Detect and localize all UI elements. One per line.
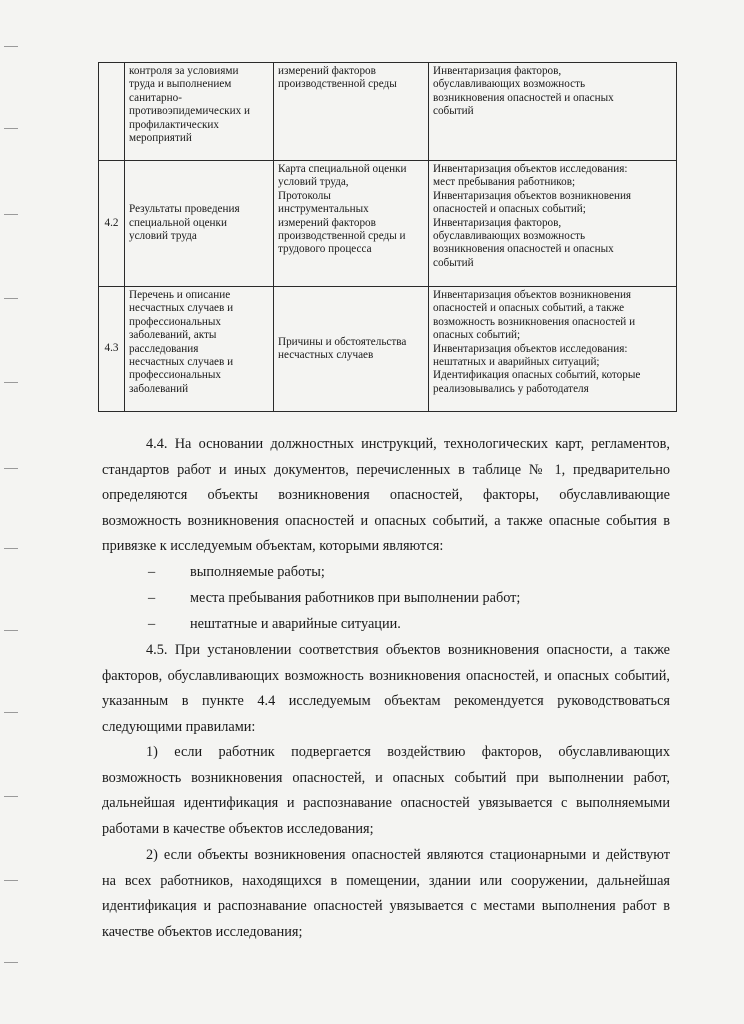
source-cell [125,63,274,161]
text-line: 1) если работник подвергается воздействию факторов, обуславливающих [146,744,670,760]
row-number [99,63,125,161]
cell-line: мероприятий [129,132,192,145]
cell-line: Результаты проведения [129,203,240,216]
list-item [148,586,520,612]
cell-line: обуславливающих возможность [433,230,586,243]
cell-line: Протоколы [278,189,331,202]
cell-line: Инвентаризация объектов исследования: [433,163,628,175]
cell-line: заболеваний [129,382,189,395]
cell-line: санитарно- [129,91,182,104]
table-row [99,287,677,412]
cell-line: расследования [129,342,199,355]
cell-line: инструментальных [278,203,369,216]
cell-line: трудового процесса [278,243,372,256]
cell-line: событий [433,256,474,269]
text-line: факторов, обуславливающих возможность возникновения опасностей, и опасных событий, [102,667,670,684]
cell-line: Инвентаризация факторов, [433,65,562,77]
text-line: следующими правилами: [102,718,256,735]
cell-line: производственной среды и [278,230,406,243]
cell-line: измерений факторов [278,216,376,229]
cell-line: контроля за условиями [129,65,239,77]
cell-line: обуславливающих возможность [433,78,586,91]
text-line: 4.5. При установлении соответствия объектов возникновения опасности, а также [146,642,670,658]
cell-line: труда и выполнением [129,78,232,91]
object-cell [274,63,429,161]
text-line: стандартов работ и иных документов, перечисленных в таблице № 1, предварительно [102,461,670,478]
cell-line: противоэпидемических и [129,105,250,118]
text-line: привязке к исследуемым объектам, которыми являются: [102,538,444,555]
source-cell [125,287,274,412]
cell-line: Инвентаризация объектов исследования: [433,342,628,355]
cell-line: несчастных случаев и [129,356,234,369]
text-line: 4.4. На основании должностных инструкций, технологических карт, регламентов, [146,436,670,452]
text-line: возможность возникновения опасностей, и опасных событий при выполнении работ, [102,769,670,786]
cell-line: Карта специальной оценки [278,163,407,175]
cell-line: измерений факторов [278,65,376,77]
cell-line: опасностей и опасных событий, а также [433,302,625,315]
cell-line: специальной оценки [129,216,227,229]
cell-line: производственной среды [278,78,397,91]
table-row [99,63,677,161]
source-cell [125,161,274,287]
text-line: указанным в пункте 4.4 исследуемым объектам рекомендуется руководствоваться [102,693,670,710]
text-line: идентификация и распознавание опасностей увязывается с местами выполнения работ в [102,898,670,915]
list-item [148,560,325,586]
text-line: работами в качестве объектов исследования; [102,820,374,837]
list-item [148,612,401,638]
list-dash: – [148,590,156,606]
text-line: на всех работников, находящихся в помещении, здании или сооружении, дальнейшая [102,872,670,889]
text-line: 2) если объекты возникновения опасностей являются стационарными и действуют [146,847,670,863]
cell-line: Инвентаризация объектов возникновения [433,289,632,301]
result-cell [429,161,677,287]
list-item-text: выполняемые работы; [190,564,325,580]
cell-line: профилактических [129,118,219,131]
cell-line: несчастных случаев [278,349,374,361]
text-line: качестве объектов исследования; [102,923,303,940]
object-cell [274,161,429,287]
list-item-text: нештатные и аварийные ситуации. [190,616,401,632]
cell-line: опасностей и опасных событий; [433,203,586,216]
cell-line: нештатных и аварийных ситуаций; [433,356,600,369]
object-cell [274,287,429,412]
table-row [99,161,677,287]
cell-line: опасных событий; [433,329,521,342]
cell-line: несчастных случаев и [129,302,234,315]
cell-line: возможность возникновения опасностей и [433,315,636,328]
cell-line: Перечень и описание [129,289,231,301]
cell-line: Причины и обстоятельства [278,335,407,348]
text-line: определяются объекты возникновения опасностей, факторы, обуславливающие [102,487,670,504]
result-cell [429,287,677,412]
cell-line: возникновения опасностей и опасных [433,243,614,256]
cell-line: условий труда, [278,176,349,189]
cell-line: профессиональных [129,315,222,328]
list-item-text: места пребывания работников при выполнении работ; [190,590,521,606]
paragraph-4-5 [102,638,670,740]
row-number: 4.3 [99,287,125,412]
cell-line: профессиональных [129,369,222,382]
cell-line: Инвентаризация объектов возникновения [433,189,632,202]
paragraph-4-4 [102,432,670,560]
result-cell [429,63,677,161]
cell-line: Инвентаризация факторов, [433,216,562,229]
rule-1-paragraph [102,740,670,842]
list-dash: – [148,616,156,632]
cell-line: Идентификация опасных событий, которые [433,369,641,382]
cell-line: заболеваний, акты [129,329,217,342]
cell-line: мест пребывания работников; [433,176,576,189]
hazard-sources-table [98,62,677,412]
list-dash: – [148,564,156,580]
row-number: 4.2 [99,161,125,287]
rule-2-paragraph [102,843,670,945]
text-line: возможность возникновения опасностей и опасных событий, а также опасные события в [102,512,670,529]
cell-line: событий [433,105,474,118]
text-line: дальнейшая идентификация и распознавание опасностей увязывается с выполняемыми [102,795,670,812]
cell-line: реализовывались у работодателя [433,382,589,395]
cell-line: условий труда [129,230,197,243]
cell-line: возникновения опасностей и опасных [433,91,614,104]
